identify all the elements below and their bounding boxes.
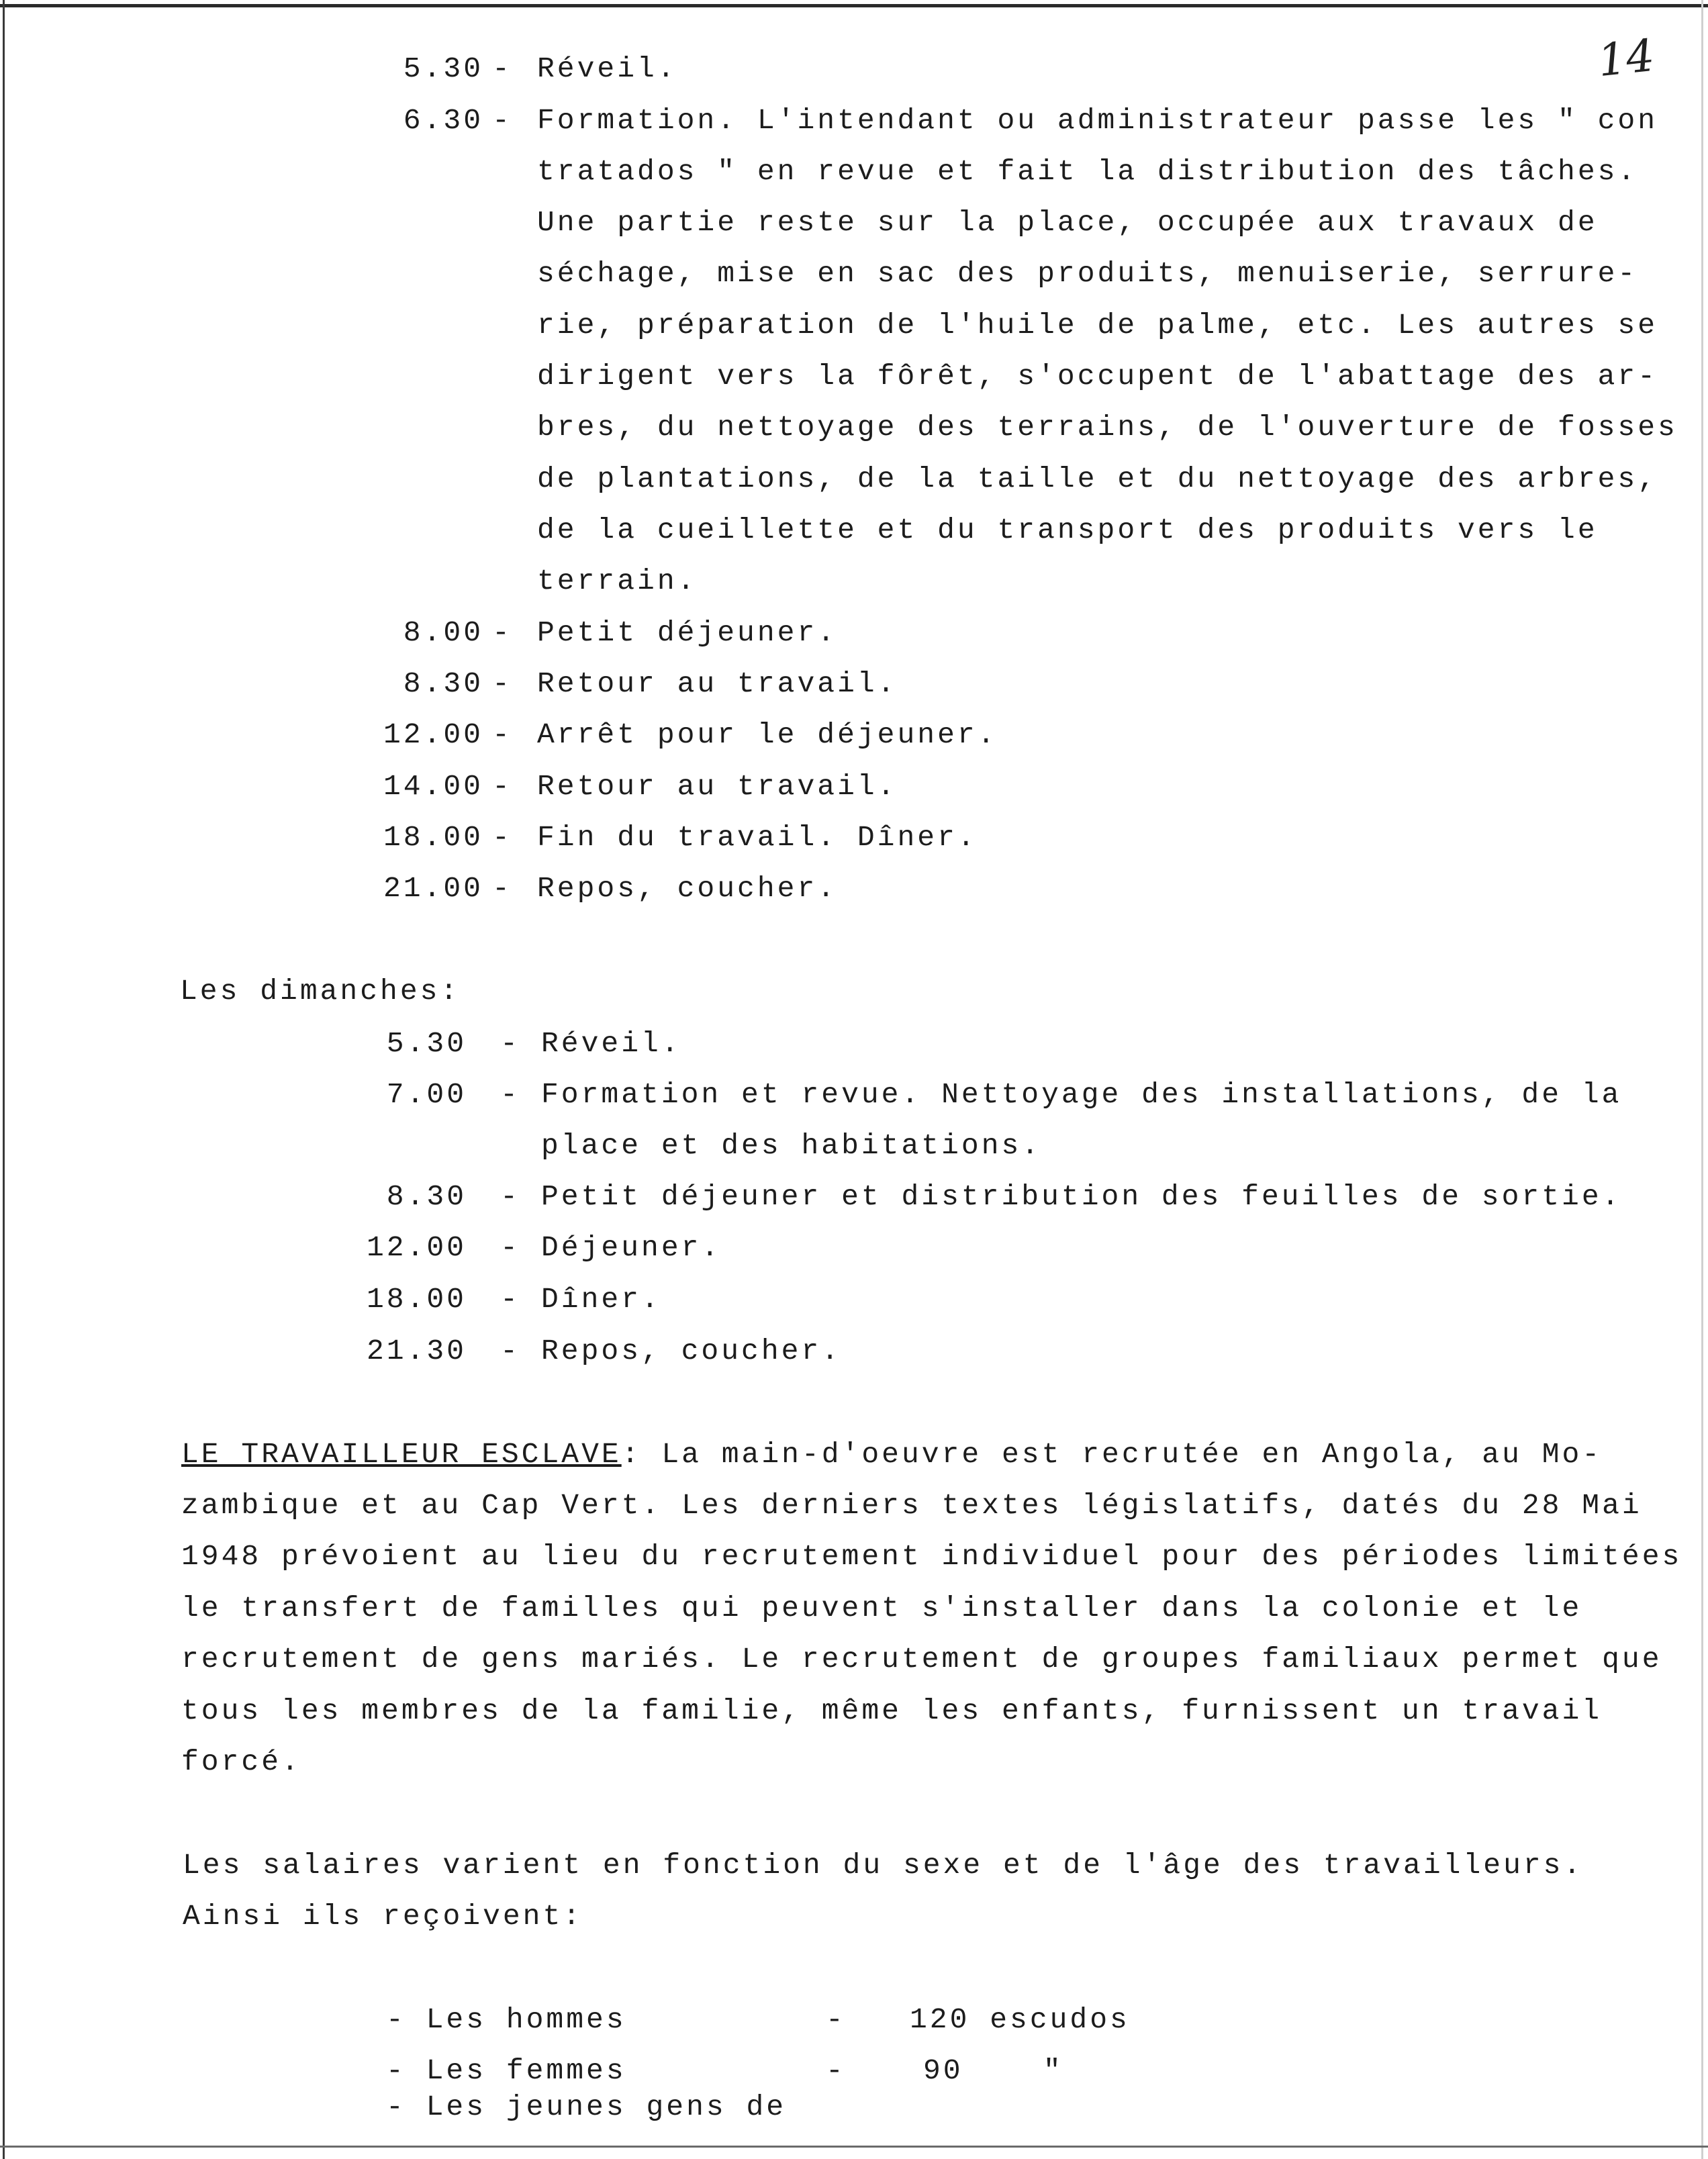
schedule-dash: - — [500, 1283, 520, 1316]
section-heading-colon: : — [621, 1438, 642, 1471]
wage-separator: - — [826, 2003, 846, 2036]
schedule-dash: - — [492, 667, 512, 700]
schedule-text: Retour au travail. — [537, 770, 898, 803]
schedule-dash: - — [492, 104, 512, 137]
handwritten-page-number: 14 — [1595, 29, 1657, 87]
schedule-dash: - — [500, 1231, 520, 1264]
schedule-time: 14.00 — [383, 770, 483, 803]
schedule-text: Déjeuner. — [541, 1231, 722, 1264]
section-paragraph-line: zambique et au Cap Vert. Les derniers textes législatifs, datés du 28 Mai — [181, 1489, 1642, 1522]
schedule-dash: - — [492, 616, 512, 649]
schedule-text: Formation et revue. Nettoyage des installations, de la — [541, 1078, 1622, 1111]
schedule-time: 8.30 — [403, 667, 483, 700]
schedule-dash: - — [500, 1180, 520, 1213]
schedule-dash: - — [492, 718, 512, 751]
schedule-text: Petit déjeuner et distribution des feuilles de sortie. — [541, 1180, 1622, 1213]
schedule-dash: - — [492, 770, 512, 803]
section-text: La main-d'oeuvre est recrutée en Angola, au Mo- — [641, 1438, 1603, 1471]
schedule-text-continuation: Une partie reste sur la place, occupée aux travaux de — [537, 206, 1598, 239]
wage-label: - Les hommes — [386, 2003, 626, 2036]
schedule-time: 5.30 — [403, 52, 483, 85]
schedule-text-continuation: rie, préparation de l'huile de palme, etc. Les autres se — [537, 309, 1658, 342]
schedule-text: Dîner. — [541, 1283, 661, 1316]
page-edge-right — [1701, 0, 1703, 2159]
schedule-text: Repos, coucher. — [537, 872, 838, 905]
schedule-dash: - — [500, 1078, 520, 1111]
schedule-time: 5.30 — [386, 1027, 467, 1060]
schedule-text: Réveil. — [541, 1027, 681, 1060]
schedule-text-continuation: bres, du nettoyage des terrains, de l'ouverture de fosses — [537, 411, 1678, 444]
schedule-time: 21.00 — [383, 872, 483, 905]
schedule-text: Arrêt pour le déjeuner. — [537, 718, 998, 751]
page-edge-left — [3, 0, 5, 2159]
schedule-time: 21.30 — [366, 1335, 467, 1368]
schedule-text: Petit déjeuner. — [537, 616, 838, 649]
wage-amount: 90 " — [923, 2054, 1063, 2087]
schedule-time: 8.30 — [386, 1180, 467, 1213]
schedule-text-continuation: tratados " en revue et fait la distribution des tâches. — [537, 155, 1638, 188]
schedule-dash: - — [492, 872, 512, 905]
schedule-text-continuation: de plantations, de la taille et du nettoyage des arbres, — [537, 463, 1658, 495]
schedule-text-continuation: dirigent vers la fôrêt, s'occupent de l'abattage des ar- — [537, 360, 1658, 393]
schedule-text: Retour au travail. — [537, 667, 898, 700]
wage-label: - Les jeunes gens de — [386, 2091, 787, 2123]
schedule-time: 6.30 — [403, 104, 483, 137]
schedule-time: 12.00 — [366, 1231, 467, 1264]
section-paragraph-line: recrutement de gens mariés. Le recrutement de groupes familiaux permet que — [181, 1643, 1662, 1676]
schedule-time: 18.00 — [366, 1283, 467, 1316]
schedule-text: Fin du travail. Dîner. — [537, 821, 978, 854]
wages-paragraph-line: Les salaires varient en fonction du sexe et de l'âge des travailleurs. — [183, 1849, 1584, 1882]
section-paragraph-first-line — [181, 1438, 1602, 1472]
schedule-time: 18.00 — [383, 821, 483, 854]
schedule-text: Repos, coucher. — [541, 1335, 842, 1368]
schedule-time: 7.00 — [386, 1078, 467, 1111]
page-edge-bottom — [0, 2146, 1708, 2148]
schedule-text: Réveil. — [537, 52, 677, 85]
wage-separator: - — [826, 2054, 846, 2087]
wage-amount: 120 escudos — [910, 2003, 1130, 2036]
schedule-dash: - — [492, 821, 512, 854]
schedule-dash: - — [492, 52, 512, 85]
schedule-text-continuation: de la cueillette et du transport des produits vers le — [537, 514, 1598, 546]
schedule-text-continuation: séchage, mise en sac des produits, menuiserie, serrure- — [537, 257, 1638, 290]
section-paragraph-line: forcé. — [181, 1745, 301, 1778]
section-paragraph-line: le transfert de familles qui peuvent s'installer dans la colonie et le — [181, 1592, 1582, 1625]
section-paragraph-line: 1948 prévoient au lieu du recrutement individuel pour des périodes limitées — [181, 1540, 1682, 1573]
wages-paragraph-line: Ainsi ils reçoivent: — [183, 1900, 583, 1933]
schedule-text-continuation: terrain. — [537, 565, 698, 597]
schedule-text: Formation. L'intendant ou administrateur passe les " con — [537, 104, 1658, 137]
section-heading: LE TRAVAILLEUR ESCLAVE — [181, 1438, 622, 1471]
schedule-text-continuation: place et des habitations. — [541, 1129, 1042, 1162]
schedule-time: 12.00 — [383, 718, 483, 751]
section-paragraph-line: tous les membres de la familie, même les enfants, furnissent un travail — [181, 1694, 1603, 1727]
schedule-time: 8.00 — [403, 616, 483, 649]
schedule-dash: - — [500, 1335, 520, 1368]
wage-label: - Les femmes — [386, 2054, 626, 2087]
sunday-heading: Les dimanches: — [180, 975, 461, 1008]
schedule-dash: - — [500, 1027, 520, 1060]
page-edge-top — [0, 4, 1708, 7]
